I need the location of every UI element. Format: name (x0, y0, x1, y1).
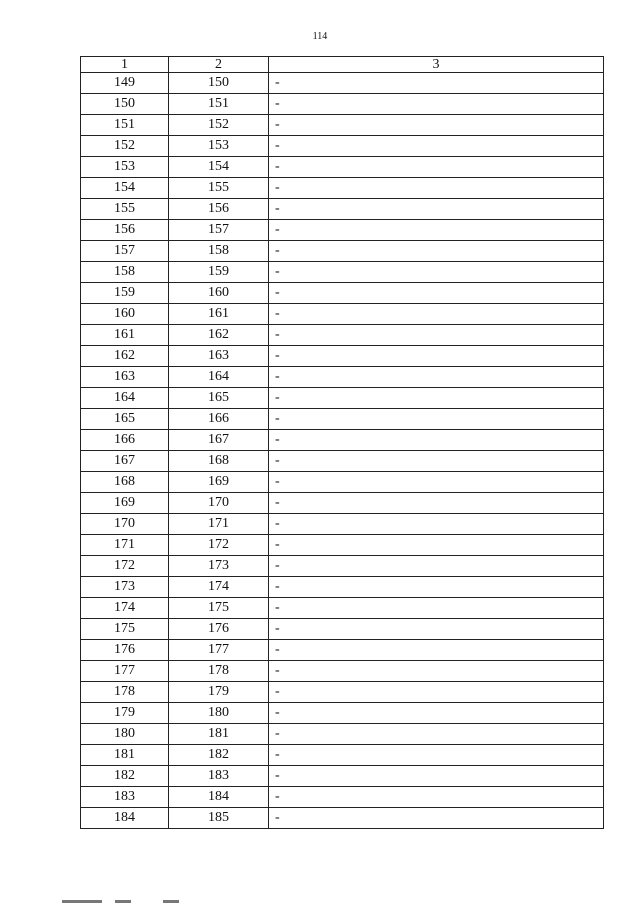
table-row (81, 409, 604, 430)
table-cell-col1: 154 (81, 178, 169, 199)
table-cell-col1: 165 (81, 409, 169, 430)
table-cell-col1: 180 (81, 724, 169, 745)
table-cell-col1: 174 (81, 598, 169, 619)
table-row (81, 493, 604, 514)
table-cell-col2: 163 (169, 346, 269, 367)
table-cell-col3: - (269, 808, 604, 829)
table-cell-col2: 175 (169, 598, 269, 619)
table-cell-col1: 172 (81, 556, 169, 577)
table-cell-col3: - (269, 367, 604, 388)
table-cell-col3: - (269, 304, 604, 325)
table-cell-col3: - (269, 346, 604, 367)
table-body (81, 73, 604, 829)
table-row (81, 367, 604, 388)
table-cell-col3: - (269, 766, 604, 787)
table-cell-col1: 168 (81, 472, 169, 493)
table-cell-col2: 150 (169, 73, 269, 94)
table-cell-col1: 158 (81, 262, 169, 283)
table-cell-col1: 166 (81, 430, 169, 451)
table-row (81, 241, 604, 262)
table-row (81, 451, 604, 472)
table-row (81, 136, 604, 157)
table-cell-col3: - (269, 136, 604, 157)
table-cell-col1: 153 (81, 157, 169, 178)
table-row (81, 94, 604, 115)
table-cell-col1: 169 (81, 493, 169, 514)
table-row (81, 220, 604, 241)
table-row (81, 388, 604, 409)
table-row (81, 661, 604, 682)
table-cell-col2: 184 (169, 787, 269, 808)
table-cell-col2: 154 (169, 157, 269, 178)
table-cell-col3: - (269, 703, 604, 724)
table-cell-col2: 161 (169, 304, 269, 325)
table-cell-col3: - (269, 535, 604, 556)
table-cell-col1: 149 (81, 73, 169, 94)
table-cell-col2: 165 (169, 388, 269, 409)
table-cell-col2: 173 (169, 556, 269, 577)
table-cell-col3: - (269, 241, 604, 262)
table-cell-col2: 167 (169, 430, 269, 451)
table-cell-col3: - (269, 598, 604, 619)
table-cell-col1: 170 (81, 514, 169, 535)
footer-mark (163, 900, 179, 903)
table-cell-col3: - (269, 619, 604, 640)
table-row (81, 115, 604, 136)
table-cell-col2: 178 (169, 661, 269, 682)
table-row (81, 745, 604, 766)
table-row (81, 73, 604, 94)
table-row (81, 262, 604, 283)
table-cell-col2: 164 (169, 367, 269, 388)
footer-mark (115, 900, 131, 903)
table-cell-col2: 160 (169, 283, 269, 304)
table-cell-col1: 175 (81, 619, 169, 640)
table-cell-col2: 171 (169, 514, 269, 535)
table-cell-col1: 156 (81, 220, 169, 241)
footer-mark (62, 900, 102, 903)
table-cell-col2: 162 (169, 325, 269, 346)
page-number: 114 (312, 31, 328, 42)
header-row (81, 57, 604, 73)
table-cell-col3: - (269, 745, 604, 766)
table-cell-col2: 169 (169, 472, 269, 493)
table-cell-col1: 167 (81, 451, 169, 472)
table-cell-col3: - (269, 640, 604, 661)
table-cell-col3: - (269, 73, 604, 94)
table-row (81, 640, 604, 661)
table-row (81, 766, 604, 787)
table-cell-col1: 155 (81, 199, 169, 220)
table-row (81, 787, 604, 808)
table-cell-col1: 151 (81, 115, 169, 136)
table-cell-col3: - (269, 283, 604, 304)
table-cell-col2: 176 (169, 619, 269, 640)
table-cell-col2: 174 (169, 577, 269, 598)
table-row (81, 157, 604, 178)
table-cell-col2: 155 (169, 178, 269, 199)
table-cell-col1: 162 (81, 346, 169, 367)
table-cell-col2: 183 (169, 766, 269, 787)
table-cell-col1: 179 (81, 703, 169, 724)
table-cell-col2: 157 (169, 220, 269, 241)
data-table (80, 56, 604, 829)
table-cell-col3: - (269, 661, 604, 682)
table-cell-col3: - (269, 430, 604, 451)
table-row (81, 346, 604, 367)
table-cell-col2: 166 (169, 409, 269, 430)
table-row (81, 514, 604, 535)
table-cell-col1: 157 (81, 241, 169, 262)
column-header-1: 1 (81, 57, 169, 73)
table-cell-col1: 159 (81, 283, 169, 304)
table-cell-col2: 172 (169, 535, 269, 556)
table-cell-col2: 180 (169, 703, 269, 724)
table-header (81, 57, 604, 73)
table-cell-col1: 171 (81, 535, 169, 556)
table-cell-col1: 178 (81, 682, 169, 703)
table-cell-col3: - (269, 724, 604, 745)
table-row (81, 325, 604, 346)
table-cell-col2: 152 (169, 115, 269, 136)
table-cell-col2: 170 (169, 493, 269, 514)
table-row (81, 682, 604, 703)
table-row (81, 283, 604, 304)
table-row (81, 577, 604, 598)
table-cell-col2: 158 (169, 241, 269, 262)
table-row (81, 199, 604, 220)
table-cell-col3: - (269, 787, 604, 808)
table-cell-col1: 163 (81, 367, 169, 388)
table-cell-col3: - (269, 199, 604, 220)
table-cell-col2: 151 (169, 94, 269, 115)
table-cell-col1: 183 (81, 787, 169, 808)
table-cell-col1: 150 (81, 94, 169, 115)
table-cell-col3: - (269, 178, 604, 199)
table-row (81, 430, 604, 451)
table-cell-col1: 164 (81, 388, 169, 409)
table-cell-col2: 168 (169, 451, 269, 472)
table-row (81, 619, 604, 640)
table-cell-col3: - (269, 388, 604, 409)
table-cell-col3: - (269, 94, 604, 115)
table-cell-col3: - (269, 262, 604, 283)
table-cell-col3: - (269, 493, 604, 514)
table-cell-col2: 159 (169, 262, 269, 283)
table-cell-col3: - (269, 115, 604, 136)
table-cell-col1: 181 (81, 745, 169, 766)
table-row (81, 472, 604, 493)
table-cell-col2: 182 (169, 745, 269, 766)
table-cell-col3: - (269, 157, 604, 178)
table-row (81, 808, 604, 829)
table-row (81, 178, 604, 199)
table-cell-col3: - (269, 556, 604, 577)
table-cell-col1: 152 (81, 136, 169, 157)
table-cell-col3: - (269, 472, 604, 493)
table-cell-col2: 156 (169, 199, 269, 220)
table-cell-col1: 161 (81, 325, 169, 346)
table-row (81, 703, 604, 724)
table-cell-col3: - (269, 451, 604, 472)
table-cell-col3: - (269, 514, 604, 535)
table-cell-col3: - (269, 409, 604, 430)
table-row (81, 556, 604, 577)
column-header-2: 2 (169, 57, 269, 73)
table-cell-col2: 177 (169, 640, 269, 661)
column-header-3: 3 (269, 57, 604, 73)
table-cell-col2: 153 (169, 136, 269, 157)
table-cell-col2: 181 (169, 724, 269, 745)
table-row (81, 724, 604, 745)
table-cell-col3: - (269, 682, 604, 703)
table-cell-col3: - (269, 220, 604, 241)
table-row (81, 304, 604, 325)
table-cell-col2: 185 (169, 808, 269, 829)
table-cell-col3: - (269, 325, 604, 346)
table-row (81, 535, 604, 556)
table-cell-col3: - (269, 577, 604, 598)
table-cell-col1: 160 (81, 304, 169, 325)
table-cell-col1: 173 (81, 577, 169, 598)
table-cell-col1: 184 (81, 808, 169, 829)
table-cell-col1: 177 (81, 661, 169, 682)
table-cell-col1: 176 (81, 640, 169, 661)
table-cell-col2: 179 (169, 682, 269, 703)
table-cell-col1: 182 (81, 766, 169, 787)
table-row (81, 598, 604, 619)
